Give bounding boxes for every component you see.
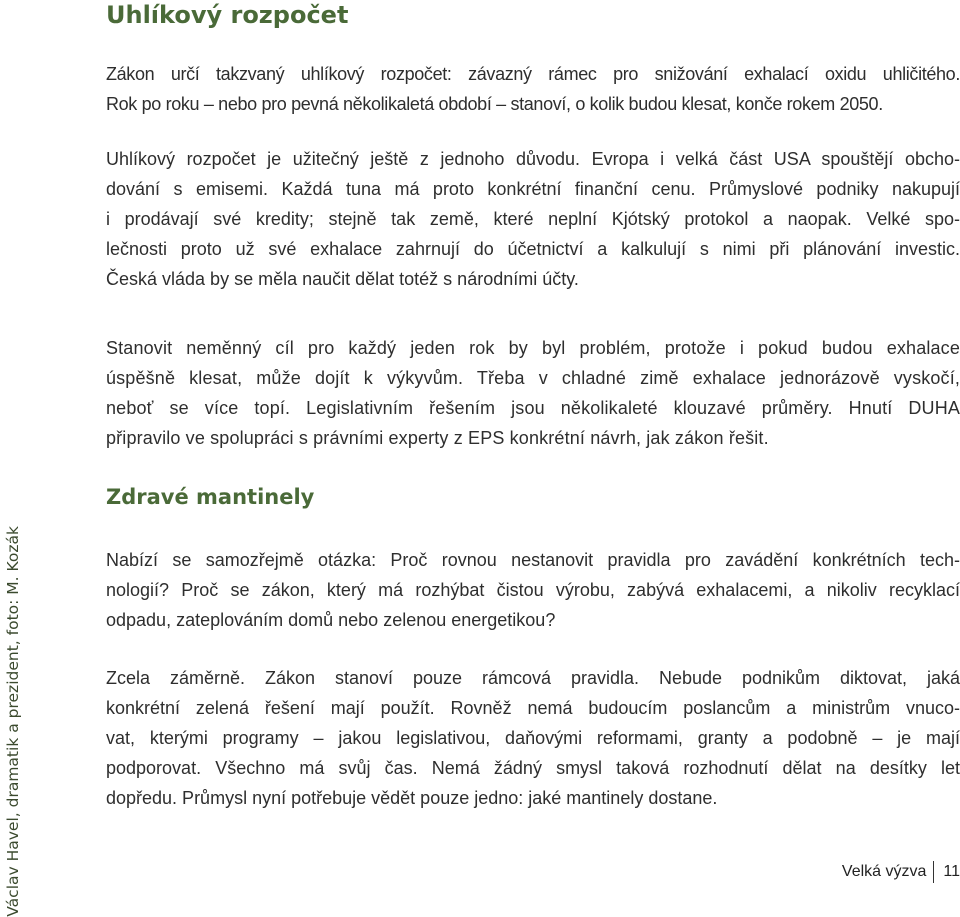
- text-line: dování s emisemi. Každá tuna má proto konkrétní finanční cenu. Průmyslové podniky nakupují: [106, 179, 960, 199]
- text-line: Nabízí se samozřejmě otázka: Proč rovnou nestanovit pravidla pro zavádění konkrétních tech-: [106, 550, 960, 570]
- page-number: 11: [943, 863, 960, 880]
- section-title-uhlikovy-rozpocet: Uhlíkový rozpočet: [106, 1, 349, 29]
- text-line: Česká vláda by se měla naučit dělat totéž s národními účty.: [106, 269, 579, 289]
- text-line: odpadu, zateplováním domů nebo zelenou energetikou?: [106, 610, 556, 630]
- paragraph: [106, 545, 960, 635]
- footer-divider: [933, 861, 934, 883]
- paragraph: [106, 144, 960, 294]
- text-line: Uhlíkový rozpočet je užitečný ještě z jednoho důvodu. Evropa i velká část USA spouštějí obcho-: [106, 149, 960, 169]
- text-line: Rok po roku – nebo pro pevná několikaletá období – stanoví, o kolik budou klesat, konče rokem 2050.: [106, 94, 883, 114]
- paragraph: [106, 59, 960, 119]
- text-line: i prodávají své kredity; stejně tak země, které neplní Kjótský protokol a naopak. Velké spo-: [106, 209, 960, 229]
- text-line: připravilo ve spolupráci s právními experty z EPS konkrétní návrh, jak zákon řešit.: [106, 428, 769, 448]
- text-line: dopředu. Průmysl nyní potřebuje vědět pouze jedno: jaké mantinely dostane.: [106, 788, 718, 808]
- text-line: Stanovit neměnný cíl pro každý jeden rok by byl problém, protože i pokud budou exhalace: [106, 338, 960, 358]
- photo-caption-sidebar: [0, 505, 26, 917]
- text-line: vat, kterými programy – jakou legislativou, daňovými reformami, granty a podobně – je mají: [106, 728, 960, 748]
- text-line: podporovat. Všechno má svůj čas. Nemá žádný smysl taková rozhodnutí dělat na desítky let: [106, 758, 960, 778]
- paragraph: [106, 663, 960, 813]
- page-footer: [842, 858, 960, 886]
- text-line: úspěšně klesat, může dojít k výkyvům. Třeba v chladné zimě exhalace jednorázově vyskočí,: [106, 368, 960, 388]
- section-title-zdrave-mantinely: Zdravé mantinely: [106, 485, 315, 509]
- text-line: Zcela záměrně. Zákon stanoví pouze rámcová pravidla. Nebude podnikům diktovat, jaká: [106, 668, 960, 688]
- photo-caption: Václav Havel, dramatik a prezident, foto: M. Kozák: [4, 526, 22, 917]
- text-line: Zákon určí takzvaný uhlíkový rozpočet: závazný rámec pro snižování exhalací oxidu uhličitého.: [106, 64, 960, 84]
- text-line: nologií? Proč se zákon, který má rozhýbat čistou výrobu, zabývá exhalacemi, a nikoliv recyklací: [106, 580, 960, 600]
- publication-name: Velká výzva: [841, 863, 927, 880]
- text-line: lečnosti proto už své exhalace zahrnují do účetnictví a kalkulují s nimi při plánování investic.: [106, 239, 960, 259]
- text-line: konkrétní zelená řešení mají použít. Rovněž nemá budoucím poslancům a ministrům vnuco-: [106, 698, 960, 718]
- paragraph: [106, 333, 960, 453]
- text-line: neboť se více topí. Legislativním řešením jsou několikaleté klouzavé průměry. Hnutí DUHA: [106, 398, 960, 418]
